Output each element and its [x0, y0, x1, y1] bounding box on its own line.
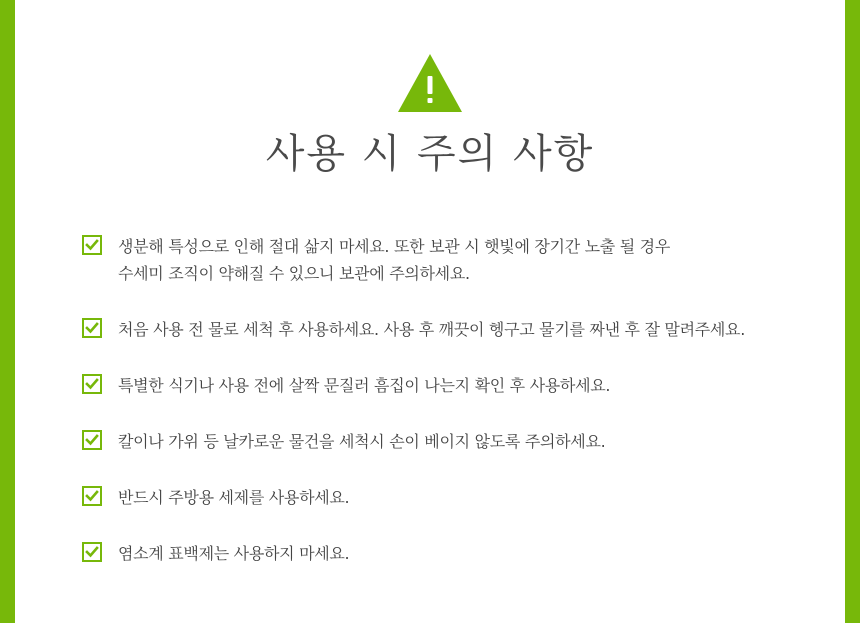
- checkbox-checked-icon: [82, 430, 102, 450]
- right-border-bar: [845, 0, 860, 623]
- caution-item: [82, 372, 842, 399]
- checkbox-checked-icon: [82, 486, 102, 506]
- caution-text: 염소계 표백제는 사용하지 마세요.: [118, 544, 350, 563]
- caution-text: 반드시 주방용 세제를 사용하세요.: [118, 488, 350, 507]
- caution-text: 칼이나 가위 등 날카로운 물건을 세척시 손이 베이지 않도록 주의하세요.: [118, 432, 606, 451]
- checkbox-checked-icon: [82, 318, 102, 338]
- caution-item: [82, 233, 842, 287]
- checkbox-checked-icon: [82, 374, 102, 394]
- caution-item: [82, 316, 842, 343]
- warning-triangle-icon: [398, 54, 462, 112]
- checkbox-checked-icon: [82, 235, 102, 255]
- caution-item: [82, 484, 842, 511]
- caution-item: [82, 540, 842, 567]
- caution-text: 특별한 식기나 사용 전에 살짝 문질러 흠집이 나는지 확인 후 사용하세요.: [118, 376, 611, 395]
- caution-text: 처음 사용 전 물로 세척 후 사용하세요. 사용 후 깨끗이 헹구고 물기를 짜낸 후 잘 말려주세요.: [118, 320, 745, 339]
- caution-item: [82, 428, 842, 455]
- page-title: 사용 시 주의 사항: [265, 131, 595, 177]
- left-border-bar: [0, 0, 15, 623]
- caution-text: 생분해 특성으로 인해 절대 삶지 마세요. 또한 보관 시 햇빛에 장기간 노출 될 경우 수세미 조직이 약해질 수 있으니 보관에 주의하세요.: [118, 237, 670, 283]
- checkbox-checked-icon: [82, 542, 102, 562]
